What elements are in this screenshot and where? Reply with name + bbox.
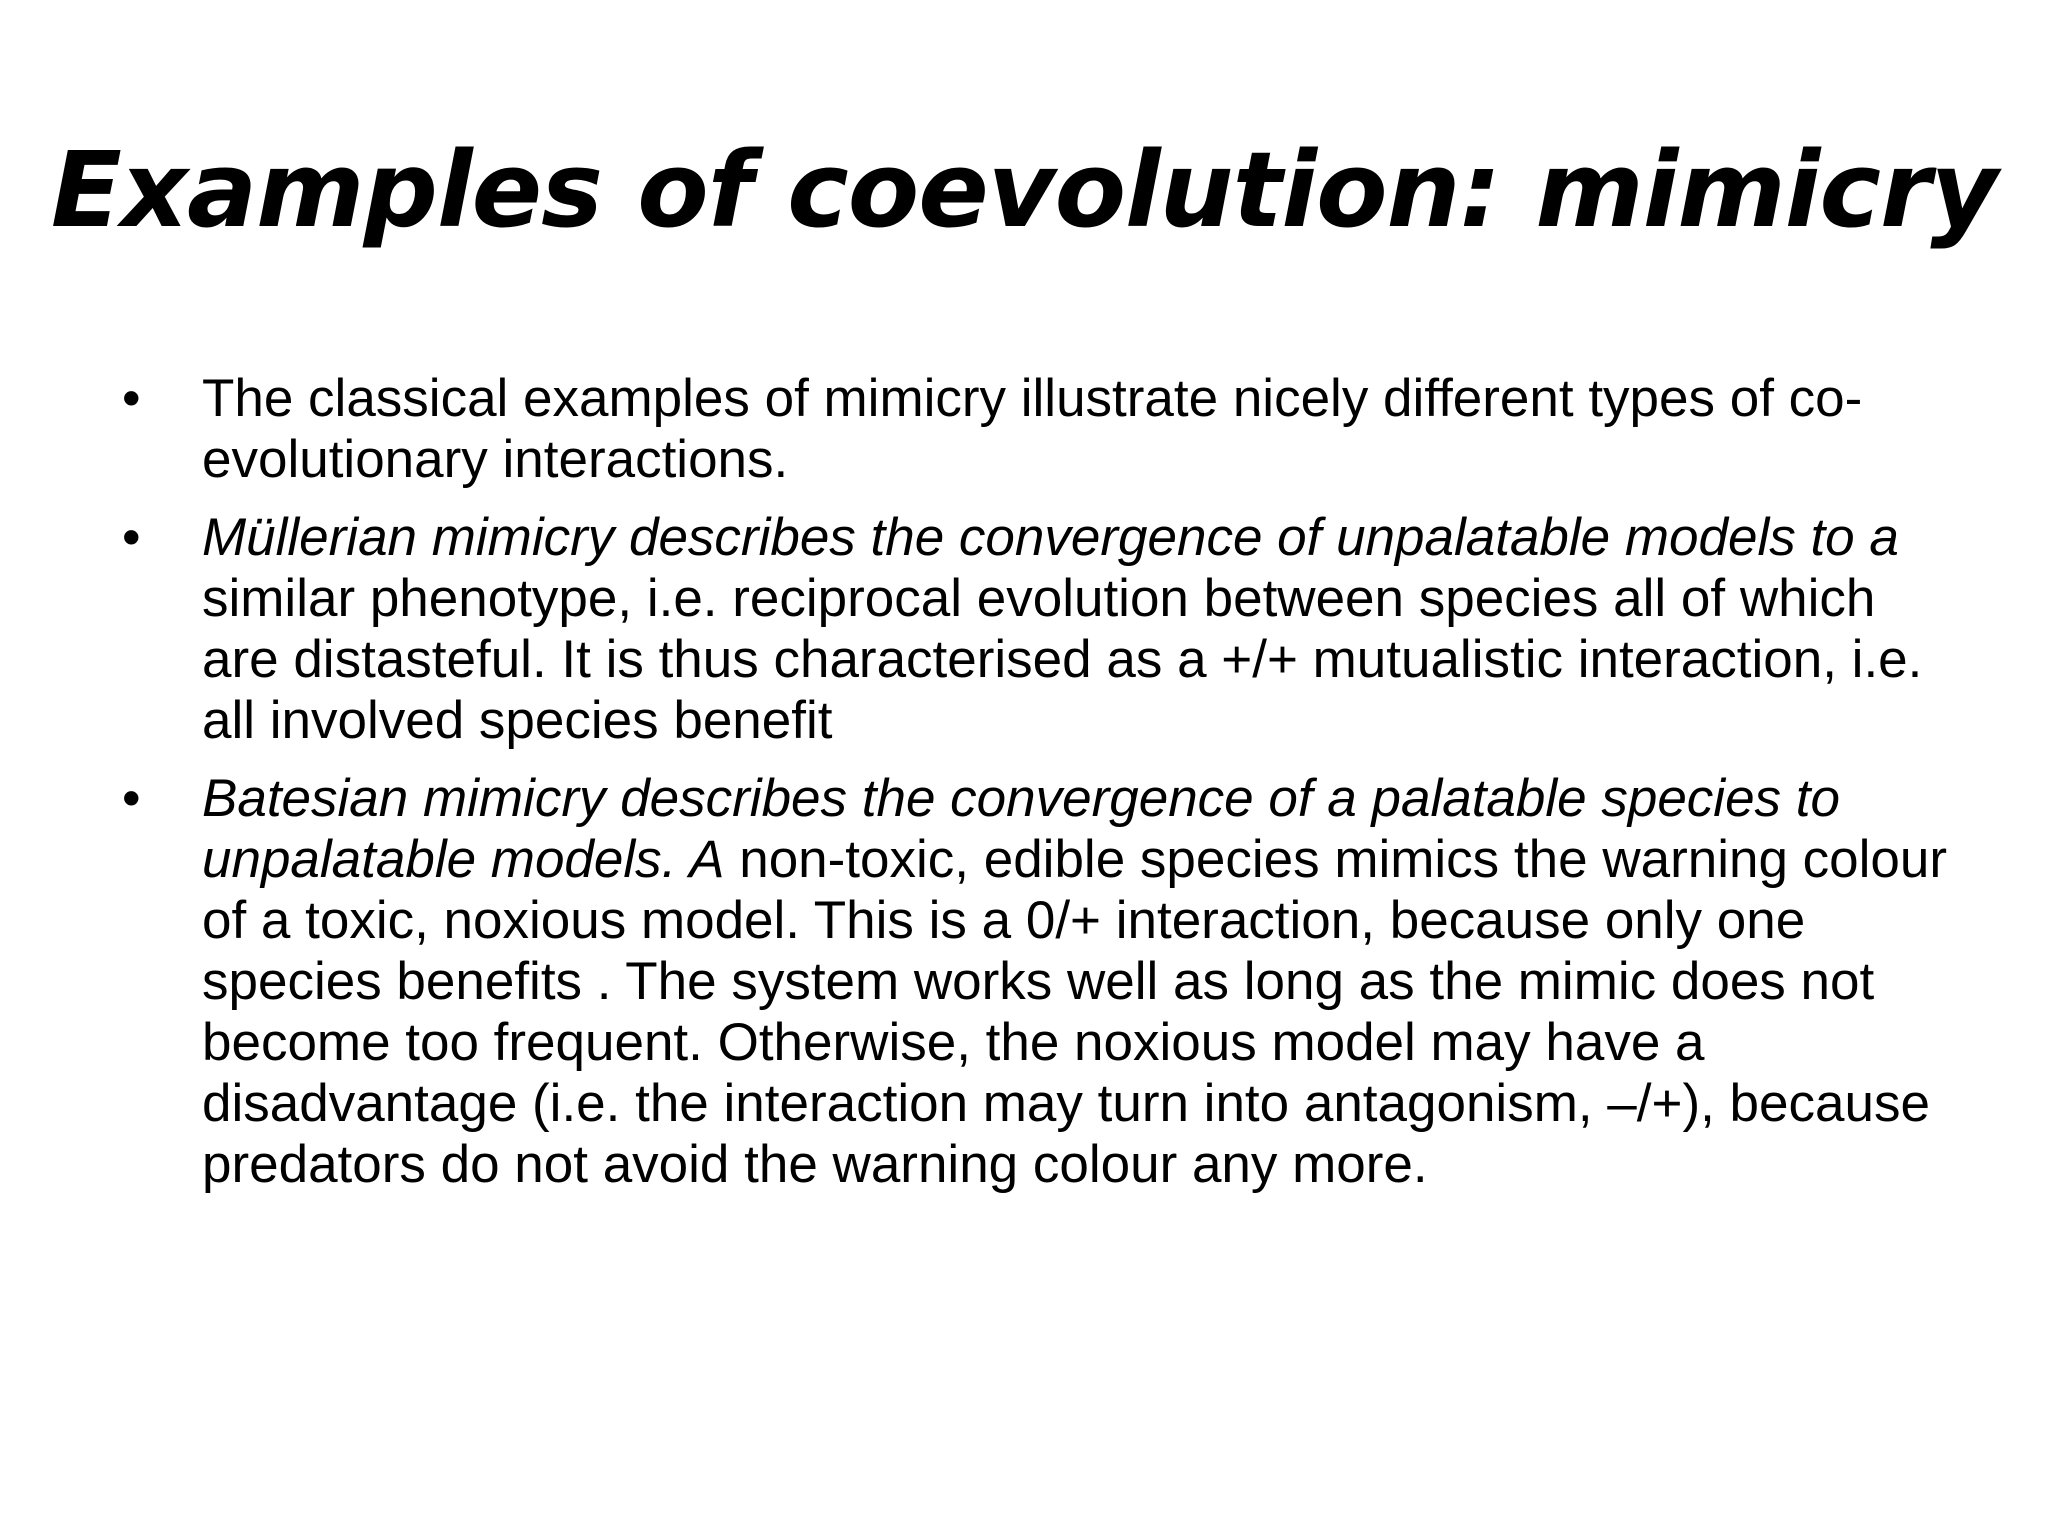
bullet-text-part: The classical examples of mimicry illustrate nicely different types of co-evolutionary interactions. bbox=[202, 369, 1863, 489]
slide-title: Examples of coevolution: mimicry bbox=[50, 129, 1998, 251]
bullet-list bbox=[110, 368, 1960, 1212]
bullet-icon: • bbox=[122, 369, 141, 428]
bullet-text bbox=[202, 768, 1960, 1195]
bullet-text-italic: Batesian mimicry describes the convergence of a palatable species to unpalatable models. A bbox=[202, 769, 1840, 889]
bullet-item bbox=[110, 507, 1960, 751]
bullet-text-part: non-toxic, edible species mimics the warning colour of a toxic, noxious model. This is a 0/+ interaction, because only one species benefits . The system works well as long as the mimic does not become too frequent. Otherwise, the noxious model may have a disadvantage (i.e. the interaction may turn into antagonism, –/+), because predators do not avoid the warning colour any more. bbox=[202, 830, 1947, 1194]
bullet-icon: • bbox=[122, 508, 141, 567]
bullet-item bbox=[110, 768, 1960, 1195]
bullet-text bbox=[202, 507, 1960, 751]
bullet-text bbox=[202, 368, 1960, 490]
bullet-text-italic: Müllerian mimicry describes the convergence of unpalatable models to a bbox=[202, 508, 1899, 567]
bullet-icon: • bbox=[122, 769, 141, 828]
bullet-item bbox=[110, 368, 1960, 490]
bullet-text-part: similar phenotype, i.e. reciprocal evolution between species all of which are distasteful. It is thus characterised as a +/+ mutualistic interaction, i.e. all involved species benefit bbox=[202, 569, 1923, 750]
